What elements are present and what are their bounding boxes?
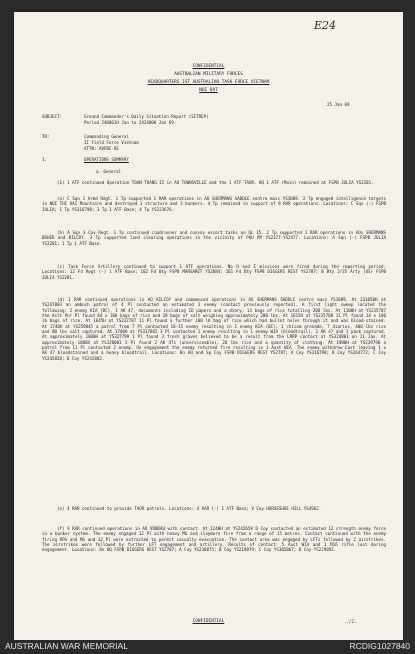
to-line-2: II Field Force Vietnam [84,140,139,145]
to-line-3: ATTN: AVFBC-RE [84,146,119,151]
report-paragraph-1 [42,180,386,185]
paragraph-text: (a) C Sqn 1 Armd Regt. 1 Tp supported 1 RAR operations in AO SHERMANS SADDLE centre mass YS3089. 2 Tp engaged intelligence targets in NUI THI VAI Mountains and destroyed 1 structure and 3 bunkers. 4 Tp remained in support of 9 RAR operations. Locations: C Sqn (-) FSPB JULIA; 1 Tp YS316798; 3 Tp 1 ATF Base; 4 Tp YS223676. [42,196,386,212]
subject-label: SUBJECT: [42,114,62,119]
subject-line-2: Period 240001H Jan to 242400H Jan 69. [84,120,177,125]
header-line-hq: HEADQUARTERS 1ST AUSTRALIAN TASK FORCE VIETNAM [147,80,270,85]
report-paragraph-d [42,297,386,361]
paragraph-text: (1) 1 ATF continued Operation TOAN THANG II in AO TOWNSVILLE and the 1 ATF TAOR. HQ 1 ATF (Main) remained at FSPB JULIA YS2281. [57,180,374,185]
classification-bottom: CONFIDENTIAL [192,619,225,624]
paragraph-text: (f) 9 RAR continued operations in AO VONDAU with contact. At 1240H at YS242659 D Coy contacted an estimated 12 strength enemy force in a bunker system. The enemy engaged 12 Pl with heavy MG and claymore fire from a range of 15 metres. Contact continued with the enemy firing RPG and MG and 12 Pl were extracted to permit casualty evacuation. The contact area was engaged by LFTs followed by 2 airstrikes. The airstrikes were followed by further LFT engagement and artillery. Results of contact: 5 Aust WIA and 1 M16 rifle lost during engagement. Locations: Bn HQ FSPB DIGGERS REST YS2787; A Coy YS230875; B Coy YS219879; C Coy YS305867; D Coy YS229893. [42,526,386,553]
paragraph-text: (d) 1 RAR continued operations in AO KILCOY and commenced operations in AO SHERMANS SADDLE centre mass YS3089. At 231050H at YS247803 an ambush patrol of 4 Pl contacted an estimated 3 enemy (contact previously reported). A first light sweep located the following: 2 enemy KIA (BC), 1 AK 47, documents including ID papers and a diary, 13 bags of rice totalling 200 lbs. At 1100H at YS235787 the Aslt Pnr Pl found 44 x 100 bags of rice and 28 bags of salt weighing approximately 200 lbs. At 1615H at YS235788 11 Pl found 14 x 100 lb bags of rice. At 1645H at YS237787 11 Pl found a further 100 lb bag of rice which had bullet holes through it and was blood-stained. At 1740H at YS259845 a patrol from 7 Pl contacted 10-15 enemy resulting in 1 enemy KIA (BC), 1 chicom grenade, 7 diaries, 400 lbs rice and 80 lbs salt captured. At 1740H at YS317802 3 Pl contacted 1 enemy resulting in 1 enemy WIA (bloodtrail), 1 AK 47 and 1 pack captured. At approximately 1800H at YS327799 1 Pl found 3 fresh graves believed to be a result from the LRRP contact at YS324801 on 21 Jan. At approximately 1800H at YS320001 3 Pl found 2 AK 47s (unserviceable), 20 lbs rice and a quantity of clothing. At 1900H at YS239790 a patrol from 11 Pl contacted 2 enemy. On engagement the enemy returned fire resulting in 1 Aust WIA. The enemy withdrew East leaving 1 x AK 47 bloodstained and a heavy bloodtrail. Locations: Bn HQ and Sp Coy FSPB DIGGERS REST YS2787; A Coy YS316798; B Coy YS264772; C Coy YS245828; D Coy YS242802. [42,297,386,361]
archive-name: AUSTRALIAN WAR MEMORIAL [5,641,128,651]
paragraph-text: (b) A Sqn 3 Cav Regt. 1 Tp continued roadrunner and convoy escort tasks on QL 15. 2 Tp supported 1 RAR operations in AOs SHERMANS BOHER and KILCOY. 3 Tp supported land clearing operations in the vicinity of PHU MY YS2377-YS2477. Locations: A Sqn (-) FSPB JULIA YS2281; 1 Tp 1 ATF Base. [42,230,386,246]
report-paragraph-a [42,196,386,212]
classification-top: CONFIDENTIAL [192,64,225,69]
subject-line-1: Ground Commander's Daily Situation Report (SITREP) [84,114,209,119]
report-paragraph-c [42,264,386,280]
paragraph-text: (c) Task Force Artillery continued to support 1 ATF operations. No H and I missions were fired during the reporting period. Locations: 12 Fd Regt (-) 1 ATF Base; 102 Fd Bty FSPB MARGARET YS2084; 161 Fd Bty FSPB DIGGERS REST YS2787; B Bty 2/35 Arty (US) FSPB JULIA YS2281. [42,264,386,280]
to-line-1: Commanding General [84,134,129,139]
to-label: TO: [42,134,50,139]
continuation-marker: ../2. [344,619,357,624]
header-line-location: NUI DAT [199,88,218,93]
report-date: 25 Jan 69 [327,102,350,107]
section-subheading: a. General [96,169,121,174]
paragraph-text: (e) 4 RAR continued to provide TAOR patrols. Locations: 4 RAR (-) 1 ATF Base; V Coy HORSESHOE HILL YS4962. [57,506,322,511]
archive-footer [0,640,415,654]
section-number: 1. [42,157,47,162]
header-line-forces: AUSTRALIAN MILITARY FORCES [174,72,243,77]
report-paragraph-b [42,230,386,246]
section-title: OPERATIONS SUMMARY [84,157,129,162]
archive-reference: RCDIG1027840 [349,641,410,651]
report-paragraph-f [42,526,386,553]
handwritten-reference: E24 [314,19,337,32]
report-paragraph-e [42,506,386,511]
document-page [14,12,403,640]
